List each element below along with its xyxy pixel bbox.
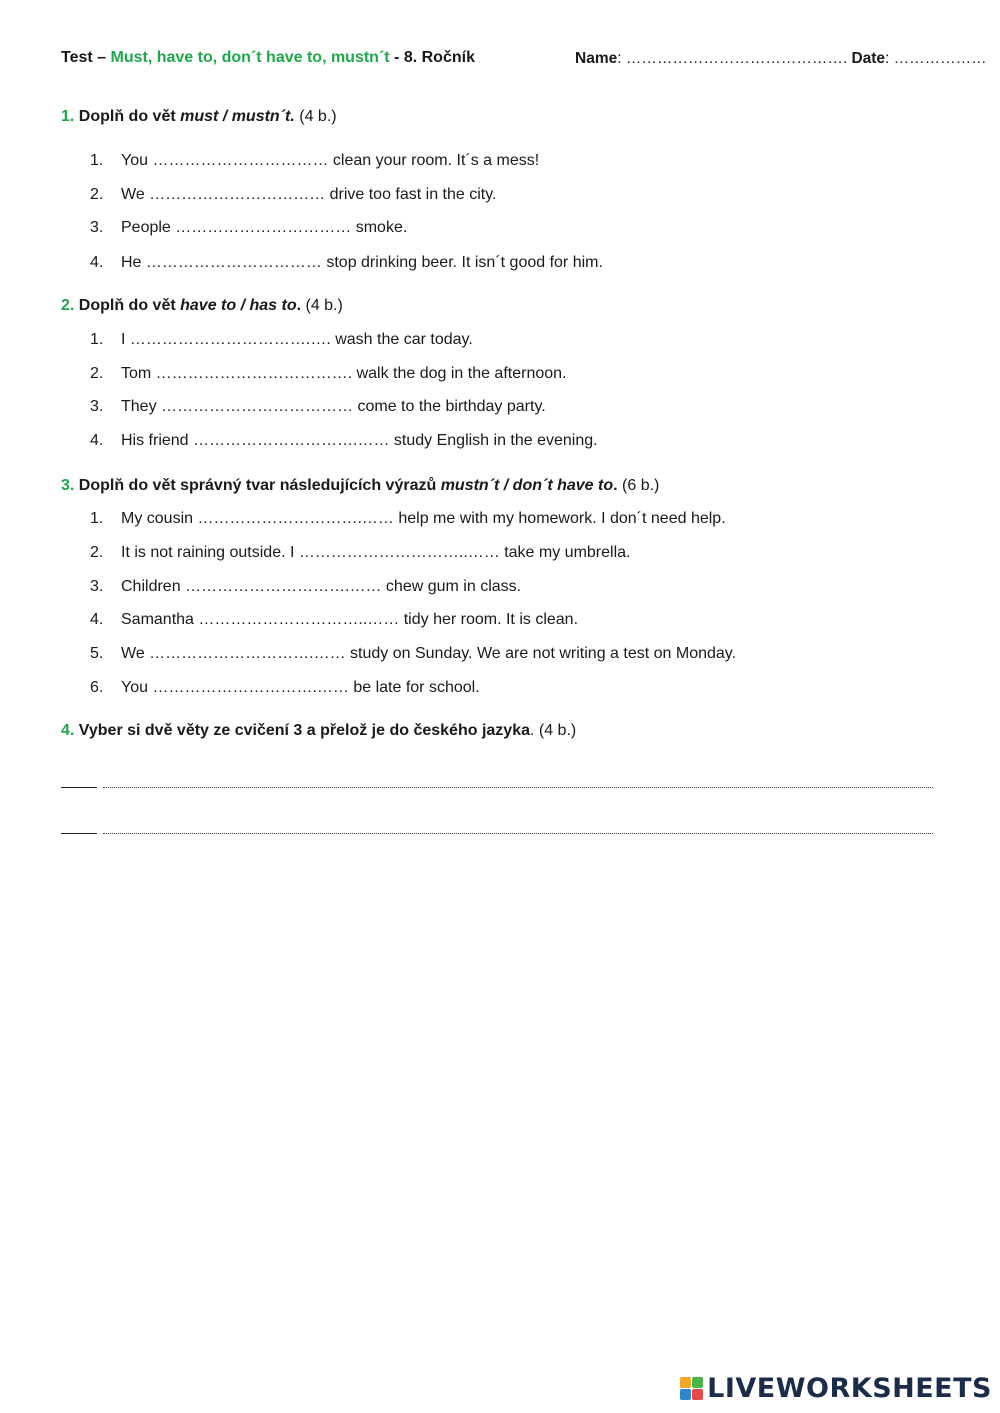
exercise-item[interactable]: 5. We ………………………….…… study on Sunday. We are not writing a test on Monday. bbox=[90, 645, 737, 662]
exercise-item[interactable]: 4. He …………………………… stop drinking beer. It isn´t good for him. bbox=[90, 254, 603, 271]
header bbox=[61, 49, 987, 73]
page-title: Test – Must, have to, don´t have to, mustn´t - 8. Ročník bbox=[61, 49, 475, 66]
name-blank[interactable]: : ……………………………………. bbox=[617, 50, 852, 67]
section-4-heading: 4. Vyber si dvě věty ze cvičení 3 a přelož je do českého jazyka. (4 b.) bbox=[61, 722, 577, 739]
sentence-number-blank[interactable] bbox=[61, 773, 97, 788]
name-date-field bbox=[575, 50, 987, 68]
exercise-item[interactable]: 2. It is not raining outside. I …………………………..…… take my umbrella. bbox=[90, 544, 631, 561]
logo-square bbox=[692, 1377, 703, 1388]
exercise-item[interactable]: 4. Samantha …………………………..…… tidy her room. It is clean. bbox=[90, 611, 579, 628]
exercise-item[interactable]: 3. They ……………………………… come to the birthday party. bbox=[90, 398, 546, 415]
exercise-item[interactable]: 1. You …………………………… clean your room. It´s a mess! bbox=[90, 152, 540, 169]
exercise-item[interactable]: 1. My cousin ………………………….…… help me with my homework. I don´t need help. bbox=[90, 510, 726, 527]
title-topic: Must, have to, don´t have to, mustn´t bbox=[110, 49, 390, 66]
exercise-item[interactable]: 2. Tom ………………………………. walk the dog in the afternoon. bbox=[90, 365, 567, 382]
exercise-item[interactable]: 3. Children ………………………….…… chew gum in class. bbox=[90, 578, 522, 595]
date-label: Date bbox=[851, 50, 886, 67]
section-3-heading: 3. Doplň do vět správný tvar následujících výrazů mustn´t / don´t have to. (6 b.) bbox=[61, 477, 660, 494]
logo-square bbox=[680, 1377, 691, 1388]
exercise-item[interactable]: 6. You ………………………….…… be late for school. bbox=[90, 679, 480, 696]
logo-square bbox=[680, 1389, 691, 1400]
translation-blank[interactable] bbox=[103, 773, 933, 788]
section-2-heading: 2. Doplň do vět have to / has to. (4 b.) bbox=[61, 297, 343, 314]
logo-square bbox=[692, 1389, 703, 1400]
translation-answer-line-2[interactable] bbox=[61, 816, 935, 836]
liveworksheets-logo bbox=[680, 1371, 992, 1405]
sentence-number-blank[interactable] bbox=[61, 819, 97, 834]
exercise-item[interactable]: 4. His friend ………………………….…… study English in the evening. bbox=[90, 432, 598, 449]
date-blank[interactable]: : ……………… bbox=[885, 50, 987, 67]
logo-wordmark: LIVEWORKSHEETS bbox=[707, 1372, 992, 1404]
exercise-item[interactable]: 3. People …………………………… smoke. bbox=[90, 219, 408, 236]
exercise-item[interactable]: 1. I …………………………….…. wash the car today. bbox=[90, 331, 473, 348]
section-1-heading: 1. Doplň do vět must / mustn´t. (4 b.) bbox=[61, 108, 337, 125]
translation-answer-line-1[interactable] bbox=[61, 770, 935, 790]
translation-blank[interactable] bbox=[103, 819, 933, 834]
exercise-item[interactable]: 2. We …………………………… drive too fast in the city. bbox=[90, 186, 497, 203]
name-label: Name bbox=[575, 50, 618, 67]
logo-mark-icon bbox=[680, 1377, 703, 1400]
